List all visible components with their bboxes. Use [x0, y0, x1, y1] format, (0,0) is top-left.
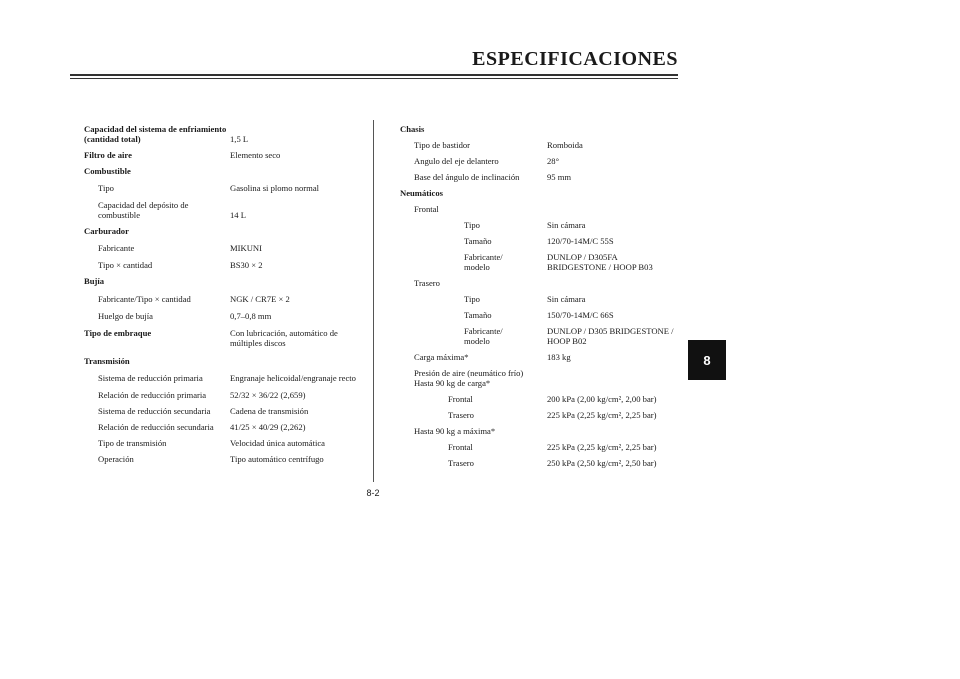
right-spec-column	[400, 124, 690, 468]
spec-row	[84, 183, 370, 193]
spec-label: Frontal	[414, 204, 439, 214]
spec-row	[400, 326, 690, 346]
spec-label: Operación	[98, 454, 134, 464]
spec-row	[84, 438, 370, 448]
spec-label: Base del ángulo de inclinación	[414, 172, 520, 182]
spec-label: Tipo de transmisión	[98, 438, 167, 448]
spec-row	[84, 422, 370, 432]
spec-label: Sistema de reducción primaria	[98, 373, 203, 383]
spec-row	[400, 352, 690, 362]
spec-label: Hasta 90 kg a máxima*	[414, 426, 496, 436]
spec-label: Frontal	[448, 442, 473, 452]
spec-row	[84, 260, 370, 270]
spec-section-heading	[84, 276, 370, 286]
spec-value: 0,7–0,8 mm	[230, 311, 272, 321]
spec-label: Fabricante/Tipo × cantidad	[98, 294, 191, 304]
spec-row	[84, 243, 370, 253]
spec-value: 95 mm	[547, 172, 572, 182]
spec-row	[84, 124, 370, 144]
spec-section-heading	[84, 226, 370, 236]
spec-label: Tipo	[464, 220, 480, 230]
spec-subheading	[400, 204, 690, 214]
left-spec-column	[84, 124, 370, 464]
spec-value: Romboida	[547, 140, 583, 150]
spec-value: 250 kPa (2,50 kg/cm², 2,50 bar)	[547, 458, 657, 468]
spec-value: Cadena de transmisión	[230, 406, 309, 416]
spec-value: DUNLOP / D305 BRIDGESTONE / HOOP B02	[547, 326, 674, 346]
spec-value: 183 kg	[547, 352, 571, 362]
spec-row	[400, 172, 690, 182]
spec-value: 225 kPa (2,25 kg/cm², 2,25 bar)	[547, 410, 657, 420]
chapter-tab[interactable]	[688, 340, 726, 380]
spec-label: Tipo × cantidad	[98, 260, 153, 270]
spec-value: NGK / CR7E × 2	[230, 294, 290, 304]
spec-row	[84, 406, 370, 416]
spec-value: Sin cámara	[547, 220, 586, 230]
spec-value: DUNLOP / D305FA BRIDGESTONE / HOOP B03	[547, 252, 653, 272]
spec-row	[84, 294, 370, 304]
spec-row	[400, 140, 690, 150]
spec-section-heading	[400, 188, 690, 198]
spec-value: BS30 × 2	[230, 260, 263, 270]
spec-section-heading	[400, 124, 690, 134]
spec-row	[84, 311, 370, 321]
spec-row	[84, 150, 370, 160]
spec-value: 28°	[547, 156, 560, 166]
spec-row	[400, 458, 690, 468]
spec-label: Carburador	[84, 226, 129, 236]
spec-row	[400, 442, 690, 452]
spec-label: Hasta 90 kg de carga*	[414, 378, 491, 388]
spec-label: Relación de reducción secundaria	[98, 422, 214, 432]
spec-label: Transmisión	[84, 356, 130, 366]
spec-label: Tipo	[464, 294, 480, 304]
spec-label: Angulo del eje delantero	[414, 156, 499, 166]
spec-label: Relación de reducción primaria	[98, 390, 207, 400]
spec-label: Neumáticos	[400, 188, 443, 198]
spec-label: Trasero	[448, 410, 474, 420]
spec-row	[84, 373, 370, 383]
spec-value: 1,5 L	[230, 134, 249, 144]
spec-label: Huelgo de bujía	[98, 311, 153, 321]
spec-label: Bujía	[84, 276, 105, 286]
spec-section-heading	[84, 356, 370, 366]
spec-subheading	[400, 378, 690, 388]
spec-label: Presión de aire (neumático frío)	[414, 368, 524, 378]
spec-section-heading	[84, 166, 370, 176]
spec-label: Fabricante	[98, 243, 135, 253]
spec-row	[84, 454, 370, 464]
spec-value: 41/25 × 40/29 (2,262)	[230, 422, 306, 432]
spec-label: Frontal	[448, 394, 473, 404]
header-rule-thick	[70, 74, 678, 76]
spec-label: Trasero	[414, 278, 440, 288]
spec-value: Con lubricación, automático de múltiples discos	[230, 328, 338, 348]
chapter-tab-label: 8	[703, 352, 711, 368]
spec-value: Elemento seco	[230, 150, 281, 160]
spec-row	[400, 394, 690, 404]
spec-label: Combustible	[84, 166, 131, 176]
spec-label: Tipo de bastidor	[414, 140, 471, 150]
spec-value: 52/32 × 36/22 (2,659)	[230, 390, 306, 400]
spec-value: MIKUNI	[230, 243, 262, 253]
page-number: 8-2	[366, 488, 380, 498]
spec-label: Capacidad del depósito de combustible	[98, 200, 189, 220]
spec-value: 200 kPa (2,00 kg/cm², 2,00 bar)	[547, 394, 657, 404]
spec-row	[400, 220, 690, 230]
spec-row	[400, 294, 690, 304]
spec-value: Velocidad única automática	[230, 438, 325, 448]
spec-value: Gasolina si plomo normal	[230, 183, 320, 193]
spec-label: Filtro de aire	[84, 150, 132, 160]
spec-row	[400, 310, 690, 320]
spec-row	[400, 410, 690, 420]
spec-row	[84, 328, 370, 348]
spec-value: 225 kPa (2,25 kg/cm², 2,25 bar)	[547, 442, 657, 452]
spec-subheading	[400, 278, 690, 288]
spec-label: Trasero	[448, 458, 474, 468]
spec-label: Tamaño	[464, 236, 492, 246]
spec-row	[84, 390, 370, 400]
spec-label: Fabricante/ modelo	[464, 326, 503, 346]
spec-value: 120/70-14M/C 55S	[547, 236, 614, 246]
spec-label: Carga máxima*	[414, 352, 469, 362]
column-divider	[373, 120, 374, 482]
spec-label: Tipo de embraque	[84, 328, 152, 338]
spec-row	[400, 156, 690, 166]
spec-label: Capacidad del sistema de enfriamiento (cantidad total)	[84, 124, 227, 144]
header-rule-thin	[70, 78, 678, 79]
spec-value: Tipo automático centrífugo	[230, 454, 324, 464]
spec-value: Sin cámara	[547, 294, 586, 304]
spec-row	[400, 252, 690, 272]
spec-subheading	[400, 368, 690, 378]
spec-value: 14 L	[230, 210, 246, 220]
spec-label: Tamaño	[464, 310, 492, 320]
spec-label: Fabricante/ modelo	[464, 252, 503, 272]
spec-label: Sistema de reducción secundaria	[98, 406, 211, 416]
spec-value: 150/70-14M/C 66S	[547, 310, 614, 320]
spec-row	[84, 200, 370, 220]
spec-subheading	[400, 426, 690, 436]
spec-label: Tipo	[98, 183, 114, 193]
spec-row	[400, 236, 690, 246]
spec-label: Chasis	[400, 124, 425, 134]
spec-value: Engranaje helicoidal/engranaje recto	[230, 373, 356, 383]
page-title: ESPECIFICACIONES	[472, 48, 678, 70]
